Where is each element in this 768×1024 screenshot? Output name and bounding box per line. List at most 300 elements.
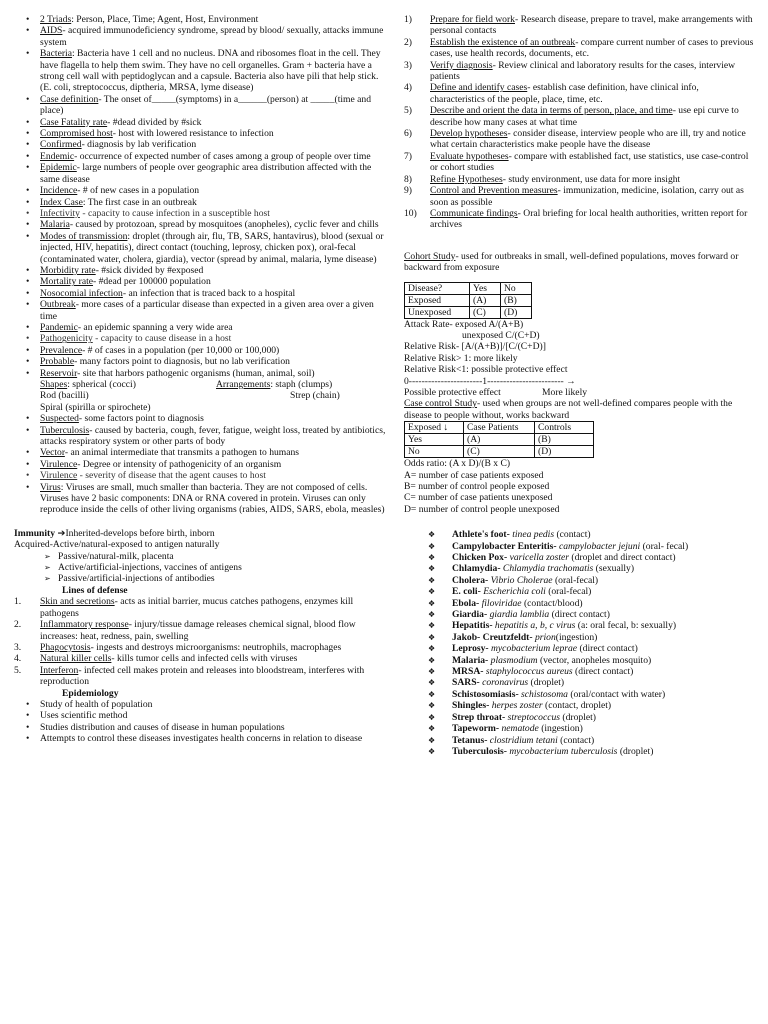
glossary-term: Infectivity — [40, 207, 80, 219]
glossary-item — [14, 276, 390, 287]
disease-item — [404, 655, 756, 666]
glossary-term: Virus — [40, 481, 61, 493]
glossary-definition: - # of new cases in a population — [77, 185, 200, 197]
step-description: - compare current number of cases to previous cases, use health records, documents, etc. — [430, 36, 754, 60]
glossary-term: Confirmed — [40, 139, 82, 151]
disease-name: Hepatitis — [452, 620, 490, 632]
glossary-definition: - #sick divided by #exposed — [95, 264, 204, 276]
disease-agent: herpes zoster — [491, 700, 543, 712]
glossary-definition: - more cases of a particular disease than expected in a given area over a given time — [40, 299, 374, 322]
epidemiology-item: • Study of health of population — [14, 699, 390, 710]
disease-agent: tinea pedis — [512, 529, 555, 541]
step-number: 2) — [404, 36, 412, 48]
disease-item — [404, 529, 756, 540]
glossary-term: Case Fatality rate — [40, 116, 108, 128]
disease-dash: - — [529, 631, 535, 643]
glossary-item — [14, 128, 390, 139]
glossary-item — [14, 425, 390, 448]
step-description: - use epi curve to describe how many cases at what time — [430, 105, 739, 128]
disease-transmission: (direct contact) — [572, 666, 634, 678]
odds-line: C= number of case patients unexposed — [404, 492, 553, 504]
disease-agent: Escherichia coli — [483, 586, 546, 598]
disease-transmission: (sexually) — [593, 563, 635, 575]
step-title: Define and identify cases — [430, 82, 528, 94]
glossary-definition: - some factors point to diagnosis — [78, 413, 204, 425]
cohort-study-line — [404, 251, 756, 274]
defense-item — [14, 642, 390, 653]
disease-name: Athlete's foot — [452, 529, 507, 541]
glossary-definition: - capacity to cause disease in a host — [92, 333, 232, 345]
defense-item — [14, 596, 390, 619]
glossary-item — [14, 139, 390, 150]
outbreak-step — [404, 105, 756, 128]
immunity-label: Immunity — [14, 527, 56, 539]
item-number: 4. — [14, 653, 22, 665]
disease-name: Giardia — [452, 609, 484, 621]
step-title: Control and Prevention measures — [430, 185, 558, 197]
defense-term: Phagocytosis — [40, 641, 91, 653]
disease-item — [404, 632, 756, 643]
step-number: 10) — [404, 207, 417, 219]
disease-transmission: (droplet) — [617, 745, 654, 757]
defense-description: - acts as initial barrier, mucus catches pathogens, enzymes kill pathogens — [40, 596, 354, 619]
glossary-item — [14, 14, 390, 25]
disease-item — [404, 586, 756, 597]
disease-item — [404, 552, 756, 563]
glossary-term: Tuberculosis — [40, 424, 90, 436]
disease-transmission: (droplet and direct contact) — [569, 552, 676, 564]
step-title: Verify diagnosis — [430, 59, 493, 71]
epidemiology-list — [14, 699, 390, 745]
glossary-term: Bacteria — [40, 48, 72, 60]
glossary-definition: - caused by bacteria, cough, fever, fatigue, weight loss, treated by antibiotics, attacks respiratory system or other parts of body — [40, 424, 386, 447]
disease-name: Leprosy — [452, 643, 486, 655]
scale-left-label: Possible protective effect — [404, 386, 501, 398]
disease-item — [404, 609, 756, 620]
epidemiology-item: • Studies distribution and causes of disease in human populations — [14, 722, 390, 733]
epidemiology-item: • Uses scientific method — [14, 710, 390, 721]
step-title: Evaluate hypotheses — [430, 150, 509, 162]
glossary-item — [14, 447, 390, 458]
table-cell: (C) — [464, 446, 535, 458]
disease-agent: prion — [534, 631, 556, 643]
disease-agent: schistosoma — [521, 688, 568, 700]
step-number: 8) — [404, 173, 412, 185]
outbreak-steps-list — [404, 14, 756, 231]
case-control-line — [404, 398, 756, 421]
glossary-item — [14, 345, 390, 356]
acquired-item: ➢ Active/artificial-injections, vaccines of antigens — [14, 562, 390, 573]
glossary-term: Virulence — [40, 458, 78, 470]
glossary-definition: - acquired immunodeficiency syndrome, spread by blood/ sexually, attacks immune system — [40, 25, 384, 48]
disease-transmission: (contact, droplet) — [542, 700, 612, 712]
step-description: - compare with established fact, use statistics, use case-control or cohort studies — [430, 150, 749, 174]
arrangements-label: Arrangements — [216, 379, 271, 390]
glossary-definition: - occurrence of expected number of cases among a group of people over time — [74, 150, 371, 162]
glossary-item — [14, 231, 390, 265]
table-cell: (B) — [501, 294, 532, 306]
glossary-term: Morbidity rate — [40, 264, 96, 276]
glossary-item — [14, 470, 390, 481]
disease-agent: Vibrio Cholerae — [490, 574, 553, 586]
disease-name: Strep throat — [452, 711, 503, 723]
defense-term: Inflammatory response — [40, 619, 129, 631]
table-cell: (C) — [470, 306, 501, 318]
glossary-definition: - site that harbors pathogenic organisms (human, animal, soil) — [77, 367, 315, 379]
disease-name: Jakob- Creutzfeldt — [452, 631, 530, 643]
outbreak-step — [404, 128, 756, 151]
disease-dash: - — [553, 540, 559, 552]
disease-transmission: (oral- fecal) — [640, 540, 689, 552]
acquired-item: ➢ Passive/natural-milk, placenta — [14, 551, 390, 562]
glossary-term: Reservoir — [40, 367, 78, 379]
glossary-definition: - host with lowered resistance to infection — [112, 128, 274, 140]
table-row — [405, 294, 532, 306]
disease-item — [404, 712, 756, 723]
disease-agent: giardia lamblia — [489, 609, 550, 621]
disease-dash: - — [476, 677, 483, 689]
step-title: Describe and orient the data in terms of person, place, and time — [430, 105, 673, 117]
glossary-term: Modes of transmission — [40, 230, 128, 242]
glossary-term: Probable — [40, 356, 75, 368]
disease-dash: - — [483, 609, 490, 621]
disease-dash: - — [515, 688, 522, 700]
table-cell: (D) — [535, 446, 594, 458]
table-row — [405, 306, 532, 318]
defense-description: - injury/tissue damage releases chemical signal, blood flow increases: heat, redness, pain, swelling — [40, 619, 356, 642]
glossary-definition: - an animal intermediate that transmits a pathogen to humans — [64, 447, 300, 459]
shapes-text: : spherical (cocci) — [67, 379, 136, 390]
defense-item — [14, 653, 390, 664]
glossary-definition: : droplet (through air, flu, TB, SARS, hantavirus), blood (sexual or injected, HIV, hepatitis), direct contact (touching, leprosy, chicken pox), oral-fecal (contaminated water, cholera, giardia), vector (spread by animal, malaria, lyme disease) — [40, 230, 384, 265]
disease-dash: - — [480, 666, 486, 678]
attack-rate-line: Attack Rate- exposed A/(A+B) — [404, 318, 524, 330]
disease-name: Shingles — [452, 700, 487, 712]
glossary-definition: - an epidemic spanning a very wide area — [77, 321, 233, 333]
spiral-text: Spiral (spirilla or spirochete) — [40, 401, 151, 413]
defense-item — [14, 619, 390, 642]
glossary-definition: : Person, Place, Time; Agent, Host, Environment — [71, 14, 259, 25]
glossary-definition: : The first case in an outbreak — [82, 196, 197, 208]
disease-agent: coronavirus — [482, 677, 529, 689]
disease-item — [404, 700, 756, 711]
disease-transmission: (direct contact) — [549, 609, 610, 621]
disease-agent: streptococcus — [507, 711, 561, 723]
glossary-item — [14, 368, 390, 379]
item-number: 3. — [14, 641, 22, 653]
disease-name: Schistosomiasis — [452, 688, 516, 700]
outbreak-step — [404, 174, 756, 185]
disease-agent: staphylococcus aureus — [485, 666, 573, 678]
glossary-item — [14, 197, 390, 208]
glossary-definition: : Viruses are small, much smaller than bacteria. They are not composed of cells. Viruses have 2 basic components: DNA or RNA covered in protein. Viruses can only reproduce inside the cells of other living organisms (rabies, AIDS, SARS, ebola, measles) — [40, 481, 385, 516]
step-number: 5) — [404, 105, 412, 117]
disease-dash: - — [502, 711, 508, 723]
risk-scale: 0-----------------------1------------------------ → — [404, 375, 576, 387]
odds-line: B= number of control people exposed — [404, 480, 550, 492]
glossary-term: Case definition — [40, 93, 99, 105]
case-control-text: - used when groups are not well-defined compares people with the disease to people without, works backward — [404, 398, 733, 421]
cohort-label: Cohort Study — [404, 250, 456, 262]
disease-name: Ebola — [452, 597, 476, 609]
defense-description: - kills tumor cells and infected cells with viruses — [111, 653, 298, 665]
attack-rate-unexposed: unexposed C/(C+D) — [462, 329, 540, 341]
disease-transmission: (droplet) — [560, 711, 596, 723]
acquired-list — [14, 551, 390, 585]
disease-agent: plasmodium — [490, 654, 538, 666]
step-number: 6) — [404, 128, 412, 140]
glossary-definition: - capacity to cause infection in a susceptible host — [79, 207, 270, 219]
step-title: Communicate findings — [430, 207, 518, 219]
step-title: Establish the existence of an outbreak — [430, 36, 576, 48]
step-description: - immunization, medicine, isolation, carry out as soon as possible — [430, 185, 744, 208]
disease-item — [404, 735, 756, 746]
table-cell: No — [405, 446, 464, 458]
table-cell: Controls — [535, 422, 594, 434]
glossary-term: Mortality rate — [40, 276, 94, 288]
table-cell: No — [501, 282, 532, 294]
disease-agent: clostridium tetani — [489, 734, 558, 746]
glossary-term: Pandemic — [40, 321, 78, 333]
odds-line: Odds ratio: (A x D)/(B x C) — [404, 458, 511, 470]
defense-item — [14, 665, 390, 688]
acquired-item: ➢ Passive/artificial-injections of antibodies — [14, 573, 390, 584]
table-cell: Exposed ↓ — [405, 422, 464, 434]
glossary-term: Compromised host — [40, 128, 113, 140]
defense-list — [14, 596, 390, 687]
step-description: - Research disease, prepare to travel, make arrangements with personal contacts — [430, 14, 753, 37]
defense-term: Interferon — [40, 664, 79, 676]
glossary-definition: - severity of disease that the agent causes to host — [77, 470, 266, 482]
table-cell: Disease? — [405, 282, 470, 294]
table-cell: (B) — [535, 434, 594, 446]
glossary-term: Outbreak — [40, 299, 76, 311]
disease-transmission: (droplet) — [528, 677, 565, 689]
odds-line: A= number of case patients exposed — [404, 469, 544, 481]
shapes-label: Shapes — [40, 379, 68, 390]
outbreak-step — [404, 14, 756, 37]
disease-name: Campylobacter Enteritis — [452, 540, 554, 552]
rod-text: Rod (bacilli) — [40, 390, 89, 402]
step-number: 9) — [404, 185, 412, 197]
disease-item — [404, 598, 756, 609]
disease-item — [404, 643, 756, 654]
glossary-item — [14, 48, 390, 94]
case-control-label: Case control Study — [404, 398, 478, 410]
disease-transmission: (contact) — [557, 734, 595, 746]
step-number: 4) — [404, 82, 412, 94]
glossary-item — [14, 219, 390, 230]
glossary-item — [14, 162, 390, 185]
disease-name: MRSA — [452, 666, 481, 678]
table-cell: (A) — [470, 294, 501, 306]
glossary-item — [14, 117, 390, 128]
disease-item — [404, 677, 756, 688]
disease-agent: hepatitis a, b, c virus — [494, 620, 576, 632]
glossary-item — [14, 185, 390, 196]
disease-item — [404, 666, 756, 677]
epidemiology-item: • Attempts to control these diseases investigates health concerns in relation to disease — [14, 733, 390, 744]
outbreak-step — [404, 60, 756, 83]
step-title: Refine Hypotheses — [430, 173, 503, 185]
glossary-term: Incidence — [40, 185, 78, 197]
risk-scale-labels — [404, 387, 756, 398]
disease-transmission: (oral-fecal) — [545, 586, 592, 598]
glossary-definition: - many factors point to diagnosis, but no lab verification — [74, 356, 290, 368]
table-cell: (A) — [464, 434, 535, 446]
disease-name: E. coli — [452, 586, 478, 598]
glossary-term: Malaria — [40, 219, 70, 231]
disease-item — [404, 746, 756, 757]
glossary-term: Nosocomial infection — [40, 287, 123, 299]
disease-dash: - — [503, 552, 510, 564]
glossary-item — [14, 322, 390, 333]
glossary-item — [14, 151, 390, 162]
cohort-text: - used for outbreaks in small, well-defined populations, moves forward or backward from exposure — [404, 250, 739, 274]
glossary-definition: - an infection that is traced back to a hospital — [122, 287, 296, 299]
disease-item — [404, 723, 756, 734]
immunity-line — [14, 528, 390, 539]
item-number: 1. — [14, 596, 22, 608]
glossary-definition: - #dead divided by #sick — [107, 116, 202, 128]
right-column — [404, 14, 756, 757]
disease-agent: Chlamydia trachomatis — [502, 563, 594, 575]
disease-transmission: (oral/contact with water) — [567, 688, 666, 700]
glossary-list — [14, 14, 390, 379]
glossary-list-2 — [14, 413, 390, 516]
disease-transmission: (oral-fecal) — [552, 574, 599, 586]
odds-line: D= number of control people unexposed — [404, 503, 560, 515]
disease-name: Tapeworm — [452, 723, 496, 735]
disease-agent: mycobacterium leprae — [491, 643, 578, 655]
glossary-term: Prevalence — [40, 344, 83, 356]
disease-transmission: (vector, anopheles mosquito) — [537, 654, 652, 666]
glossary-definition: - diagnosis by lab verification — [81, 139, 197, 151]
disease-transmission: (direct contact) — [577, 643, 638, 655]
outbreak-step — [404, 208, 756, 231]
disease-name: Malaria — [452, 654, 486, 666]
glossary-definition: - # of cases in a population (per 10,000 or 100,000) — [82, 344, 280, 356]
glossary-term: Pathogenicity — [40, 333, 93, 345]
disease-dash: - — [503, 745, 510, 757]
table-cell: Unexposed — [405, 306, 470, 318]
glossary-item — [14, 356, 390, 367]
disease-agent: filoviridae — [481, 597, 522, 609]
glossary-term: Virulence — [40, 470, 78, 482]
glossary-definition: : Bacteria have 1 cell and no nucleus. DNA and ribosomes float in the cell. They have flagella to help them swim. They have no cell organelles. Gram + bacteria have a strong cell wall with peptidoglycan and a capsule. Bacteria also have pili that help stick. (E. coli, streptococcus, diptheria, MRSA, lyme disease) — [40, 48, 381, 94]
glossary-item — [14, 288, 390, 299]
glossary-term: Endemic — [40, 150, 75, 162]
glossary-item — [14, 482, 390, 516]
item-number: 5. — [14, 664, 22, 676]
glossary-term: Epidemic — [40, 162, 77, 174]
disease-agent: campylobacter jejuni — [558, 540, 641, 552]
disease-item — [404, 575, 756, 586]
step-number: 7) — [404, 150, 412, 162]
defense-description: - ingests and destroys microorganisms: neutrophils, macrophages — [90, 641, 342, 653]
case-control-table — [404, 421, 594, 458]
left-column — [14, 14, 390, 745]
table-cell: Yes — [405, 434, 464, 446]
glossary-definition: - caused by protozoan, spread by mosquitoes (anopheles), cyclic fever and chills — [69, 219, 379, 231]
table-cell: Exposed — [405, 294, 470, 306]
glossary-term: AIDS — [40, 25, 63, 37]
glossary-term: Suspected — [40, 413, 79, 425]
disease-dash: - — [485, 643, 491, 655]
glossary-item — [14, 208, 390, 219]
table-row — [405, 422, 594, 434]
disease-name: Chlamydia — [452, 563, 498, 575]
defense-description: - infected cell makes protein and releases into bloodstream, interferes with reproduction — [40, 664, 365, 688]
glossary-item — [14, 25, 390, 48]
odds-ratio-block — [404, 458, 756, 515]
disease-dash: - — [506, 529, 513, 541]
disease-name: Tetanus — [452, 734, 485, 746]
table-cell: Case Patients — [464, 422, 535, 434]
relative-risk-less: Relative Risk<1: possible protective effect — [404, 364, 568, 376]
table-row — [405, 446, 594, 458]
glossary-term: 2 Triads — [40, 14, 72, 25]
disease-name: Tuberculosis — [452, 745, 504, 757]
step-description: - study environment, use data for more insight — [502, 173, 681, 185]
disease-agent: mycobacterium tuberculosis — [509, 745, 618, 757]
disease-item — [404, 541, 756, 552]
disease-dash: - — [486, 700, 492, 712]
epidemiology-heading: Epidemiology — [62, 687, 119, 699]
immunity-text: ➔Inherited-develops before birth, inborn — [55, 527, 215, 539]
disease-dash: - — [477, 586, 484, 598]
cohort-table — [404, 282, 532, 319]
disease-list — [404, 529, 756, 757]
glossary-definition: - Degree or intensity of pathogenicity of an organism — [77, 458, 282, 470]
outbreak-step — [404, 151, 756, 174]
step-number: 1) — [404, 14, 412, 25]
disease-name: SARS — [452, 677, 477, 689]
outbreak-step — [404, 185, 756, 208]
disease-dash: - — [485, 574, 491, 586]
step-description: - Review clinical and laboratory results for the cases, interview patients — [430, 59, 736, 83]
table-row — [405, 282, 532, 294]
shapes-row — [14, 379, 390, 402]
glossary-item — [14, 413, 390, 424]
disease-transmission: (contact/blood) — [521, 597, 583, 609]
glossary-definition: - The onset of_____(symptoms) in a______(person) at _____(time and place) — [40, 93, 372, 117]
disease-agent: nematode — [501, 723, 539, 735]
disease-dash: - — [495, 723, 502, 735]
glossary-item — [14, 94, 390, 117]
step-number: 3) — [404, 59, 412, 71]
strep-text: Strep (chain) — [290, 390, 340, 402]
disease-transmission: (contact) — [554, 529, 591, 541]
disease-item — [404, 689, 756, 700]
scale-right-label: More likely — [542, 386, 588, 398]
disease-name: Cholera — [452, 574, 486, 586]
disease-dash: - — [485, 654, 491, 666]
relative-risk-line: Relative Risk- [A/(A+B)]/[C/(C+D)] — [404, 341, 546, 353]
step-title: Develop hypotheses — [430, 128, 508, 140]
disease-name: Chicken Pox — [452, 552, 504, 564]
disease-transmission: (ingestion) — [555, 631, 598, 643]
glossary-definition: - large numbers of people over geographic area distribution affected with the same disease — [40, 162, 372, 185]
step-title: Prepare for field work — [430, 14, 515, 25]
relative-risk-more: Relative Risk> 1: more likely — [404, 352, 518, 364]
glossary-item — [14, 265, 390, 276]
glossary-item — [14, 333, 390, 344]
step-description: - establish case definition, have clinical info, characteristics of the people, place, time, etc. — [430, 82, 699, 105]
disease-transmission: (a: oral fecal, b: sexually) — [575, 620, 677, 632]
disease-agent: varicella zoster — [509, 552, 569, 564]
defense-term: Natural killer cells — [40, 653, 112, 665]
